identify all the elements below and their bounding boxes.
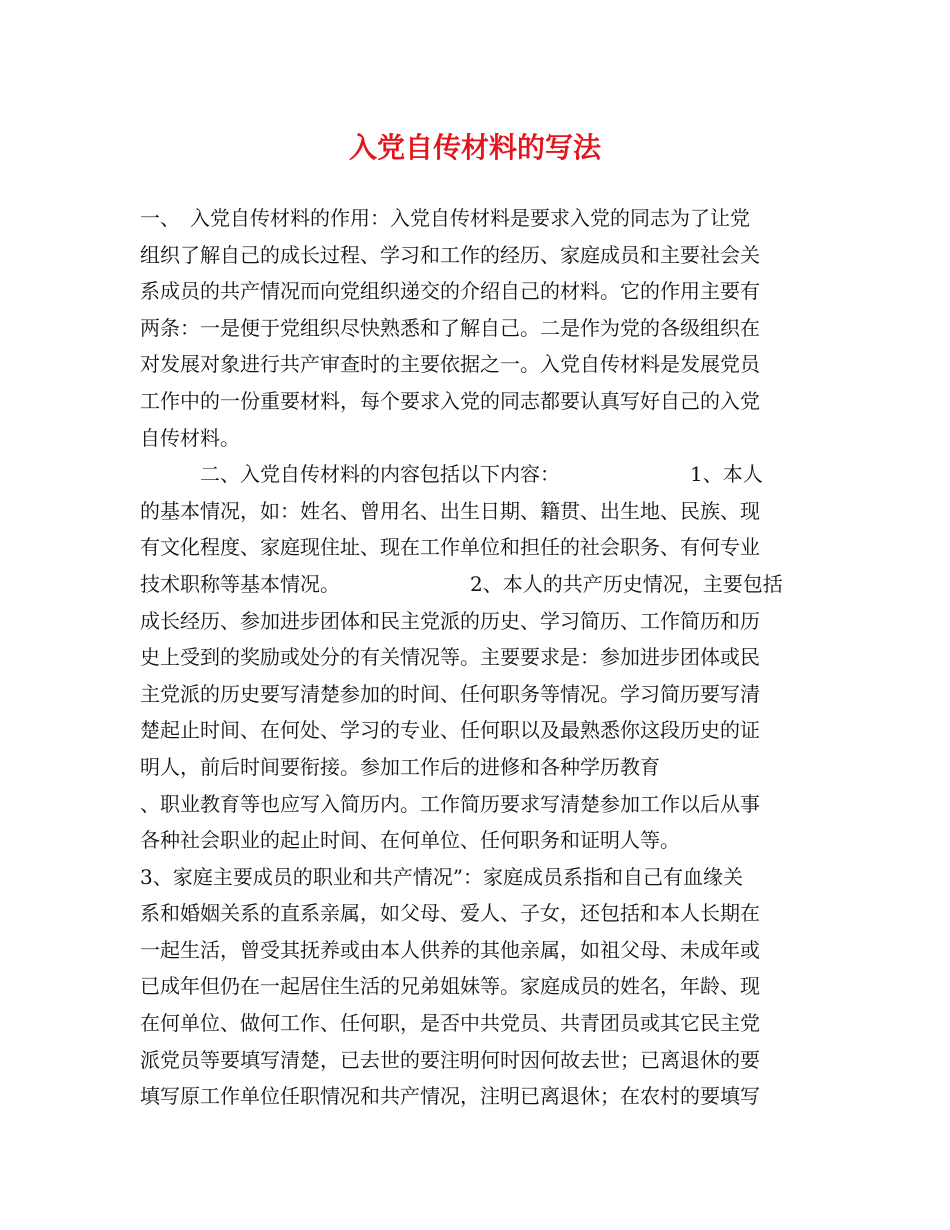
body-line: 主党派的历史要写清楚参加的时间、任何职务等情况。学习简历要写清 [140,681,760,706]
body-line: 二、入党自传材料的内容包括以下内容： 1、本人 [140,462,763,487]
body-line: 系成员的共产情况而向党组织递交的介绍自己的材料。它的作用主要有 [140,279,760,304]
body-line: 各种社会职业的起止时间、在何单位、任何职务和证明人等。 [140,828,680,853]
body-line: 派党员等要填写清楚，已去世的要注明何时因何故去世；已离退休的要 [140,1047,760,1072]
body-line: 一起生活，曾受其抚养或由本人供养的其他亲属，如祖父母、未成年或 [140,937,760,962]
body-line: 楚起止时间、在何处、学习的专业、任何职以及最熟悉你这段历史的证 [140,718,760,743]
body-line: 有文化程度、家庭现住址、现在工作单位和担任的社会职务、有何专业 [140,535,760,560]
document-body [140,200,816,1115]
body-line: 在何单位、做何工作、任何职，是否中共党员、共青团员或其它民主党 [140,1011,760,1036]
body-line: 两条：一是便于党组织尽快熟悉和了解自己。二是作为党的各级组织在 [140,315,760,340]
body-line: 对发展对象进行共产审查时的主要依据之一。入党自传材料是发展党员 [140,352,760,377]
body-line: 、职业教育等也应写入简历内。工作简历要求写清楚参加工作以后从事 [140,791,760,816]
body-line: 填写原工作单位任职情况和共产情况，注明已离退休；在农村的要填写 [140,1084,760,1109]
body-line: 明人，前后时间要衔接。参加工作后的进修和各种学历教育 [140,754,660,779]
body-line: 工作中的一份重要材料，每个要求入党的同志都要认真写好自己的入党 [140,388,760,413]
body-line: 技术职称等基本情况。 2、本人的共产历史情况，主要包括 [140,571,783,596]
document-title: 入党自传材料的写法 [348,131,601,164]
body-line: 系和婚姻关系的直系亲属，如父母、爱人、子女，还包括和本人长期在 [140,901,760,926]
body-line: 自传材料。 [140,425,240,450]
body-line: 史上受到的奖励或处分的有关情况等。主要要求是：参加进步团体或民 [140,645,760,670]
body-line: 成长经历、参加进步团体和民主党派的历史、学习简历、工作简历和历 [140,608,760,633]
body-line: 组织了解自己的成长过程、学习和工作的经历、家庭成员和主要社会关 [140,242,760,267]
body-line: 一、 入党自传材料的作用：入党自传材料是要求入党的同志为了让党 [140,206,750,230]
body-line: 已成年但仍在一起居住生活的兄弟姐妹等。家庭成员的姓名，年龄、现 [140,974,760,999]
body-line: 的基本情况，如：姓名、曾用名、出生日期、籍贯、出生地、民族、现 [140,498,760,523]
body-line: 3、家庭主要成员的职业和共产情况”：家庭成员系指和自己有血缘关 [140,864,743,889]
